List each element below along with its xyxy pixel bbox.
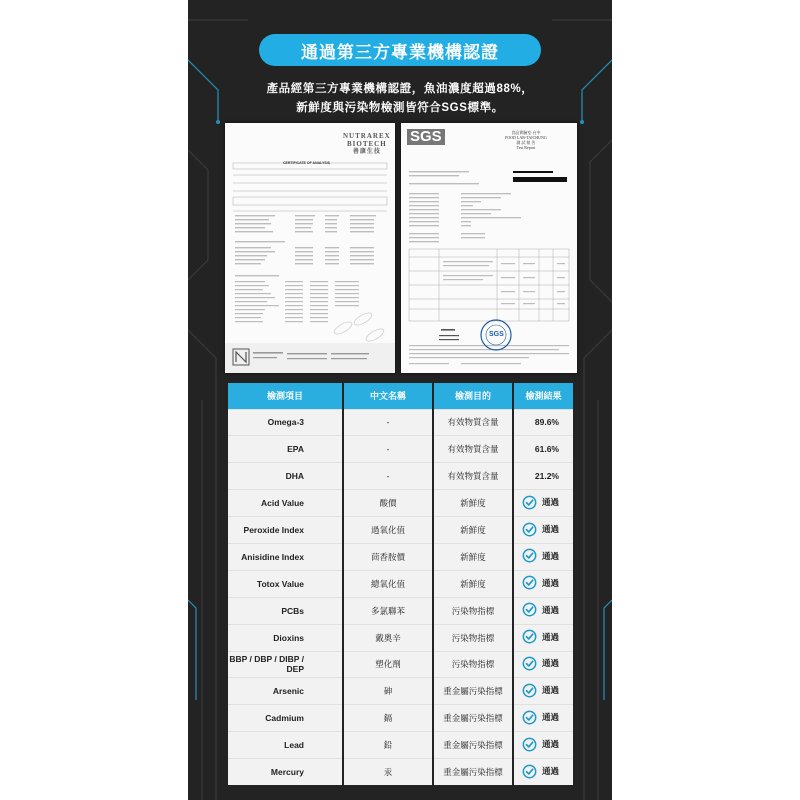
sgs-test-report-image bbox=[401, 123, 577, 373]
test-result-cell bbox=[513, 732, 573, 759]
check-circle-icon bbox=[522, 629, 537, 644]
table-header-row bbox=[228, 383, 573, 409]
table-body bbox=[228, 409, 573, 785]
test-item-cell: Omega-3 bbox=[228, 409, 343, 436]
pass-label: 通過 bbox=[541, 497, 559, 508]
pass-label: 通過 bbox=[541, 766, 559, 777]
sgs-logo: SGS bbox=[407, 129, 445, 145]
test-result-cell bbox=[513, 759, 573, 786]
check-circle-icon bbox=[522, 495, 537, 510]
check-circle-icon bbox=[522, 764, 537, 779]
subtitle-line-2: 新鮮度與污染物檢測皆符合SGS標準。 bbox=[296, 102, 504, 114]
test-purpose-cell: 新鮮度 bbox=[433, 570, 513, 597]
test-result-cell bbox=[513, 624, 573, 651]
test-purpose-cell: 有效物質含量 bbox=[433, 436, 513, 463]
header-test-item: 檢測項目 bbox=[228, 383, 343, 409]
chinese-name-cell: 茴香胺價 bbox=[343, 543, 433, 570]
chinese-name-cell: 砷 bbox=[343, 678, 433, 705]
chinese-name-cell: 塑化劑 bbox=[343, 651, 433, 678]
check-circle-icon bbox=[522, 548, 537, 563]
test-result-cell: 21.2% bbox=[513, 463, 573, 490]
table-row bbox=[228, 597, 573, 624]
table-row bbox=[228, 705, 573, 732]
test-item-cell: EPA bbox=[228, 436, 343, 463]
test-item-cell: BBP / DBP / DIBP / DEP bbox=[228, 651, 343, 678]
pass-badge bbox=[522, 548, 559, 563]
pass-label: 通過 bbox=[541, 658, 559, 669]
check-circle-icon bbox=[522, 656, 537, 671]
header-test-result: 檢測結果 bbox=[513, 383, 573, 409]
page-title: 通過第三方專業機構認證 bbox=[259, 34, 541, 66]
test-purpose-cell: 污染物指標 bbox=[433, 624, 513, 651]
page-subtitle bbox=[188, 80, 612, 118]
table-row bbox=[228, 543, 573, 570]
report-title-cn: 測 試 報 告 bbox=[516, 140, 536, 145]
test-result-cell bbox=[513, 570, 573, 597]
check-circle-icon bbox=[522, 683, 537, 698]
test-result-cell bbox=[513, 597, 573, 624]
pass-badge bbox=[522, 602, 559, 617]
test-item-cell: PCBs bbox=[228, 597, 343, 624]
chinese-name-cell: 汞 bbox=[343, 759, 433, 786]
check-circle-icon bbox=[522, 575, 537, 590]
brand-cn: 善康生技 bbox=[352, 149, 381, 155]
test-item-cell: Cadmium bbox=[228, 705, 343, 732]
chinese-name-cell: - bbox=[343, 409, 433, 436]
table-row bbox=[228, 436, 573, 463]
chinese-name-cell: 多氯聯苯 bbox=[343, 597, 433, 624]
test-purpose-cell: 污染物指標 bbox=[433, 651, 513, 678]
table-row bbox=[228, 409, 573, 436]
test-purpose-cell: 新鮮度 bbox=[433, 490, 513, 517]
subtitle-line-1: 產品經第三方專業機構認證，魚油濃度超過88%， bbox=[266, 83, 534, 95]
pass-label: 通過 bbox=[541, 685, 559, 696]
test-result-cell: 89.6% bbox=[513, 409, 573, 436]
test-purpose-cell: 新鮮度 bbox=[433, 543, 513, 570]
pass-badge bbox=[522, 683, 559, 698]
check-circle-icon bbox=[522, 737, 537, 752]
test-result-cell bbox=[513, 678, 573, 705]
pass-label: 通過 bbox=[541, 631, 559, 642]
report-title-en: Test Report bbox=[516, 145, 536, 150]
chinese-name-cell: 過氧化值 bbox=[343, 517, 433, 544]
pass-badge bbox=[522, 710, 559, 725]
test-item-cell: Totox Value bbox=[228, 570, 343, 597]
chinese-name-cell: 總氧化值 bbox=[343, 570, 433, 597]
brand-line-2: BIOTECH bbox=[346, 140, 387, 148]
table-row bbox=[228, 463, 573, 490]
pass-badge bbox=[522, 629, 559, 644]
pass-badge bbox=[522, 495, 559, 510]
check-circle-icon bbox=[522, 522, 537, 537]
pass-badge bbox=[522, 522, 559, 537]
chinese-name-cell: 戴奧辛 bbox=[343, 624, 433, 651]
test-item-cell: Arsenic bbox=[228, 678, 343, 705]
table-row bbox=[228, 678, 573, 705]
pass-label: 通過 bbox=[541, 712, 559, 723]
pass-label: 通過 bbox=[541, 739, 559, 750]
test-item-cell: Peroxide Index bbox=[228, 517, 343, 544]
pass-badge bbox=[522, 575, 559, 590]
test-purpose-cell: 重金屬污染指標 bbox=[433, 705, 513, 732]
pass-label: 通過 bbox=[541, 604, 559, 615]
test-item-cell: Dioxins bbox=[228, 624, 343, 651]
certificate-of-analysis-image bbox=[225, 123, 395, 373]
test-item-cell: Acid Value bbox=[228, 490, 343, 517]
check-circle-icon bbox=[522, 602, 537, 617]
test-purpose-cell: 重金屬污染指標 bbox=[433, 678, 513, 705]
test-item-cell: Anisidine Index bbox=[228, 543, 343, 570]
chinese-name-cell: 酸價 bbox=[343, 490, 433, 517]
check-circle-icon bbox=[522, 710, 537, 725]
test-purpose-cell: 污染物指標 bbox=[433, 597, 513, 624]
test-item-cell: Mercury bbox=[228, 759, 343, 786]
content-panel bbox=[188, 0, 612, 800]
test-item-cell: DHA bbox=[228, 463, 343, 490]
pass-badge bbox=[522, 737, 559, 752]
sgs-seal: SGS bbox=[489, 331, 504, 338]
certificate-heading: CERTIFICATE OF ANALYSIS bbox=[283, 161, 330, 165]
chinese-name-cell: - bbox=[343, 463, 433, 490]
test-purpose-cell: 重金屬污染指標 bbox=[433, 732, 513, 759]
lab-name-cn: 食品實驗室·台中 bbox=[511, 130, 541, 135]
table-row bbox=[228, 732, 573, 759]
lab-name-en: FOOD LAB-TAICHUNG bbox=[505, 135, 547, 140]
nutrarex-logo bbox=[343, 132, 391, 156]
table-row bbox=[228, 570, 573, 597]
chinese-name-cell: - bbox=[343, 436, 433, 463]
header-chinese-name: 中文名稱 bbox=[343, 383, 433, 409]
chinese-name-cell: 鉛 bbox=[343, 732, 433, 759]
brand-line-1: NUTRAREX bbox=[343, 132, 391, 140]
table-row bbox=[228, 759, 573, 786]
pass-label: 通過 bbox=[541, 577, 559, 588]
report-header bbox=[505, 130, 547, 150]
table-row bbox=[228, 490, 573, 517]
test-result-cell bbox=[513, 651, 573, 678]
chinese-name-cell: 鎘 bbox=[343, 705, 433, 732]
test-result-cell bbox=[513, 517, 573, 544]
test-result-cell bbox=[513, 705, 573, 732]
test-result-cell bbox=[513, 490, 573, 517]
test-purpose-cell: 有效物質含量 bbox=[433, 409, 513, 436]
test-result-cell: 61.6% bbox=[513, 436, 573, 463]
test-item-cell: Lead bbox=[228, 732, 343, 759]
pass-badge bbox=[522, 656, 559, 671]
header-test-purpose: 檢測目的 bbox=[433, 383, 513, 409]
test-results-table bbox=[228, 383, 573, 785]
test-purpose-cell: 重金屬污染指標 bbox=[433, 759, 513, 786]
table-row bbox=[228, 517, 573, 544]
table-row bbox=[228, 651, 573, 678]
pass-label: 通過 bbox=[541, 524, 559, 534]
test-purpose-cell: 新鮮度 bbox=[433, 517, 513, 544]
test-purpose-cell: 有效物質含量 bbox=[433, 463, 513, 490]
pass-badge bbox=[522, 764, 559, 779]
table-row bbox=[228, 624, 573, 651]
pass-label: 通過 bbox=[541, 550, 559, 561]
test-result-cell bbox=[513, 543, 573, 570]
